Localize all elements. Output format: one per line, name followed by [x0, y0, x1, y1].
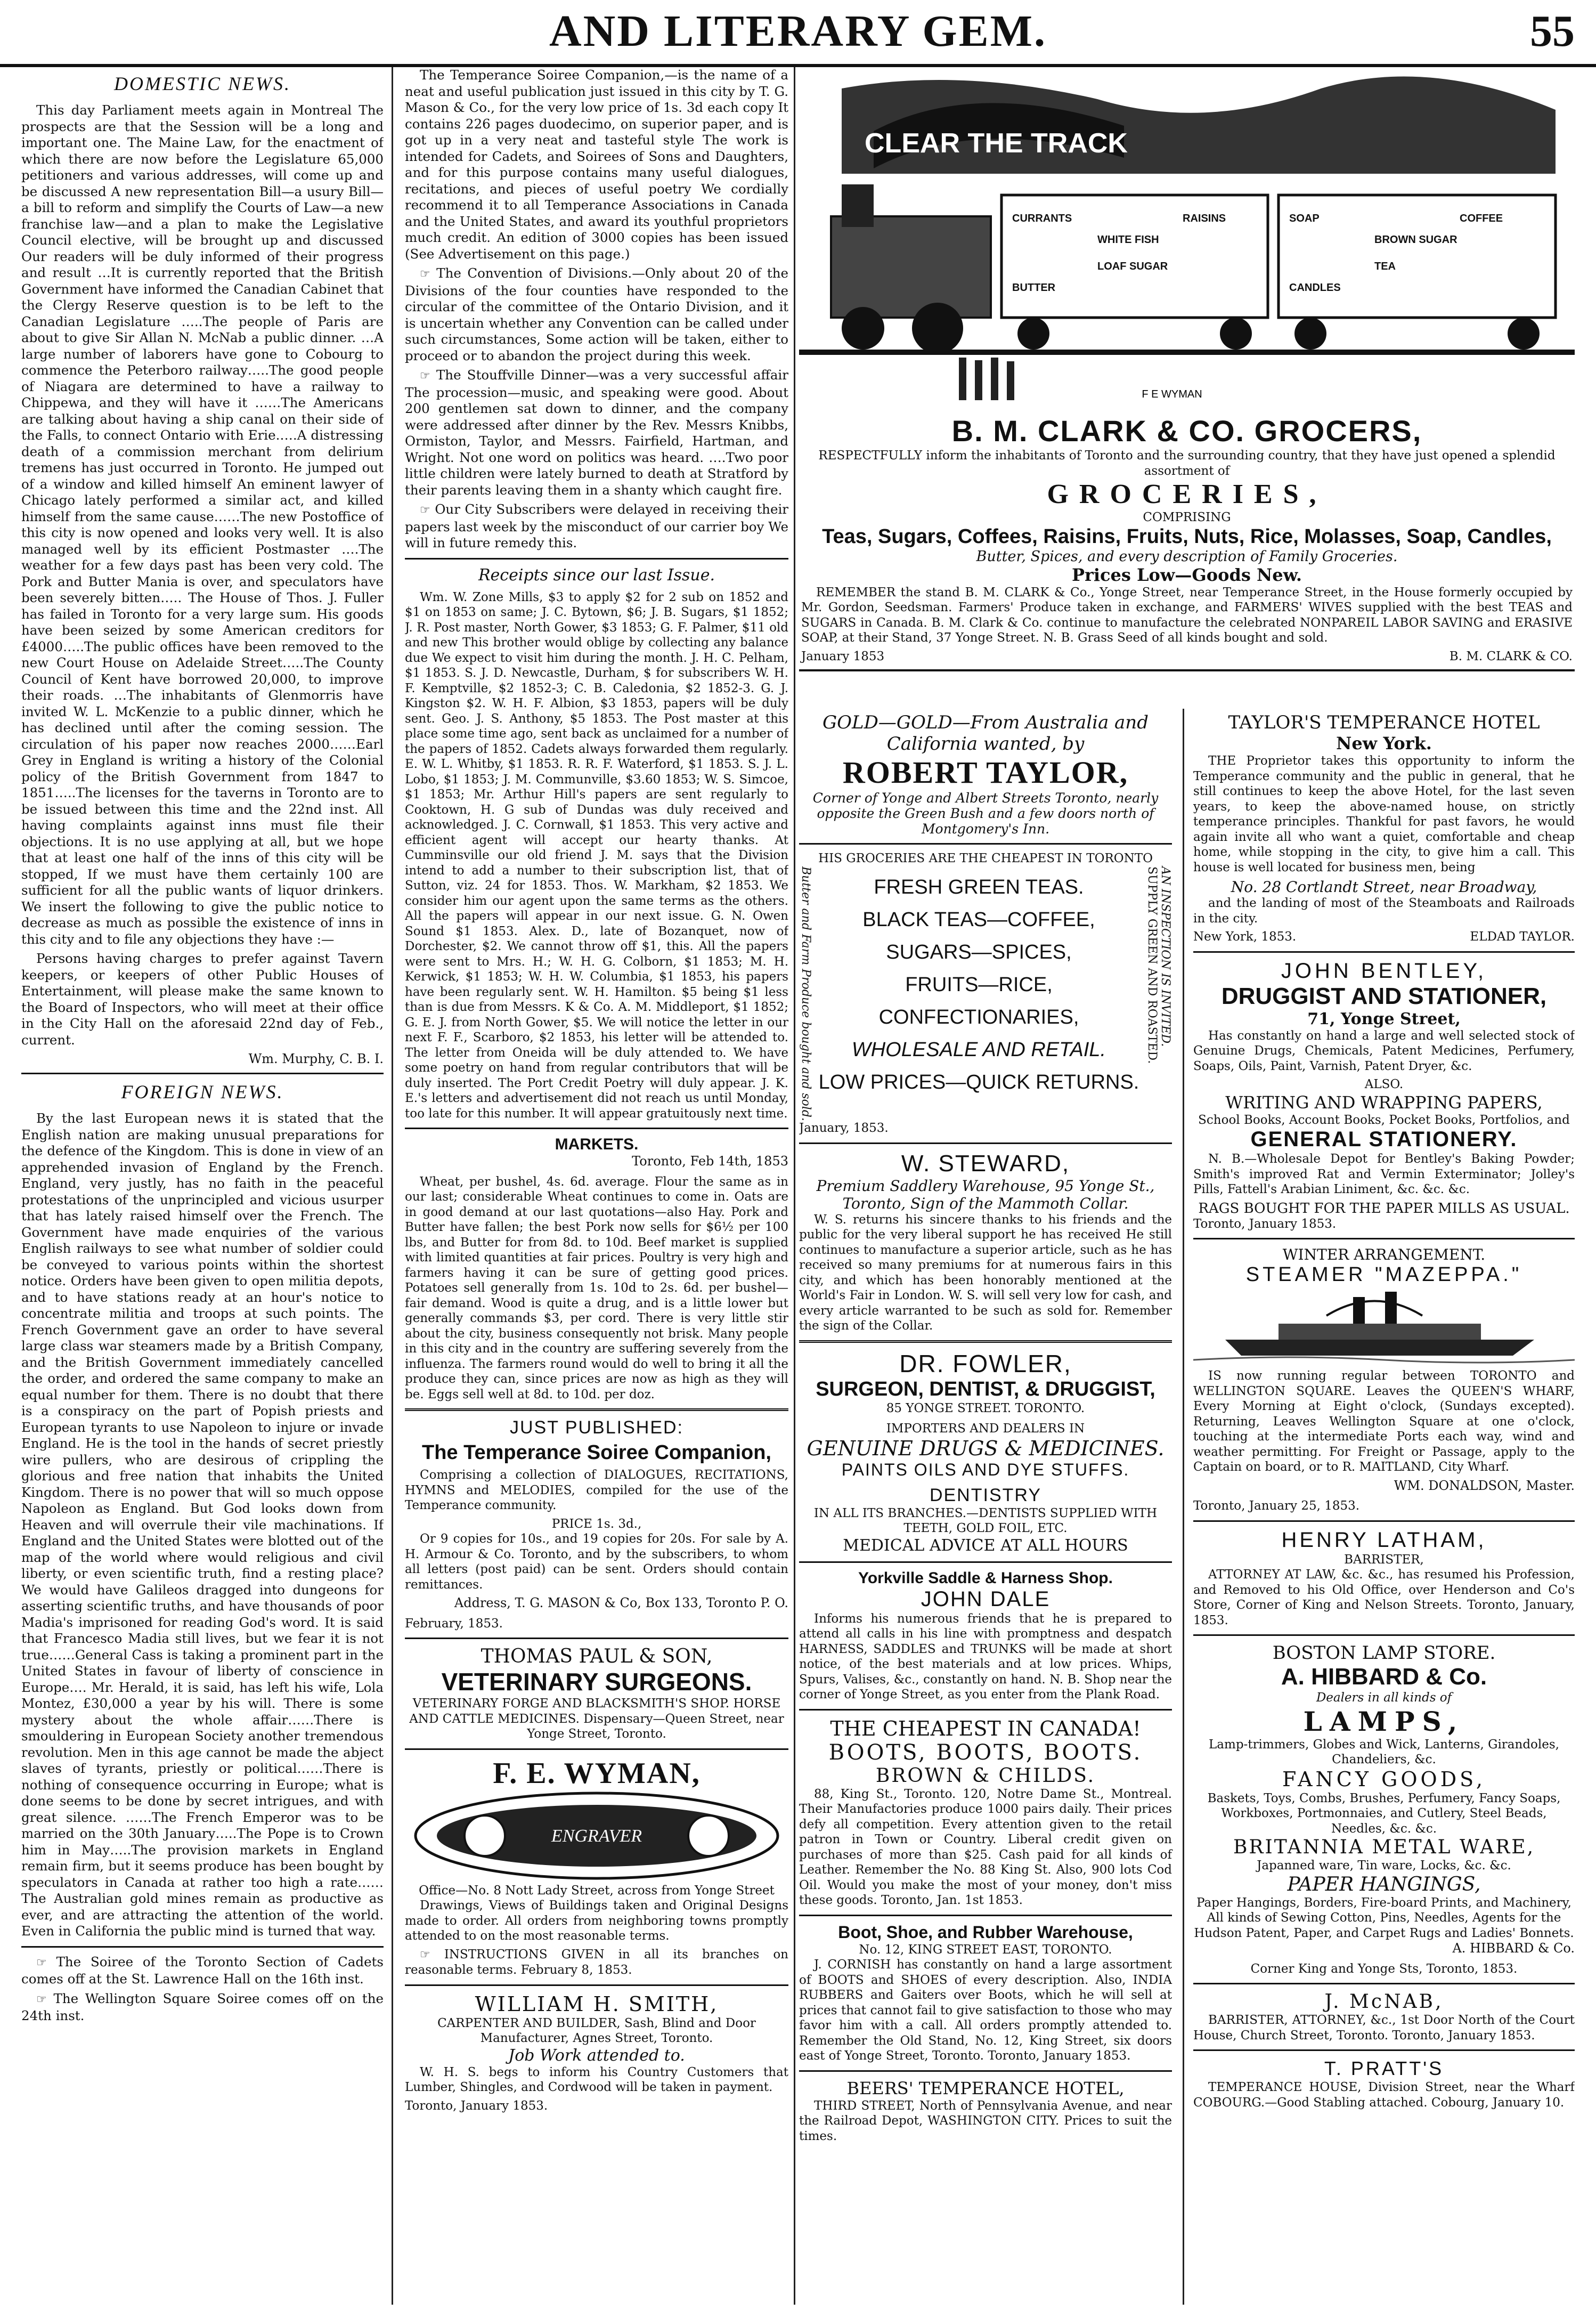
dale-head: Yorkville Saddle & Harness Shop. [858, 1569, 1113, 1587]
subscribers-notice [405, 501, 788, 552]
lamp-britannia: BRITANNIA METAL WARE, [1233, 1836, 1535, 1858]
column-divider [392, 67, 393, 2305]
steamer-title: STEAMER "MAZEPPA." [1245, 1263, 1522, 1286]
seal-badge-text: ENGRAVER [551, 1826, 642, 1846]
clark-comprising: COMPRISING [1143, 510, 1231, 524]
taylor-address: No. 28 Cortlandt Street, near Broadway, [1231, 878, 1537, 896]
steward-title: W. STEWARD, [901, 1150, 1070, 1177]
smith-job: Job Work attended to. [508, 2046, 685, 2065]
browns-boots: BOOTS, BOOTS, BOOTS. [828, 1740, 1143, 1765]
clark-prices: Prices Low—Goods New. [1071, 564, 1302, 585]
divider [799, 1561, 1172, 1563]
lamp-fancy: FANCY GOODS, [1282, 1767, 1486, 1791]
gold-address: Corner of Yonge and Albert Streets Toronto, nearly opposite the Green Bush and a few doors north of Montgomery's Inn. [812, 790, 1159, 837]
clark-groceries: GROCERIES, [1047, 479, 1327, 509]
domestic-signature: Wm. Murphy, C. B. I. [248, 1051, 384, 1066]
section-title-foreign: FOREIGN NEWS. [121, 1081, 284, 1103]
gold-body [799, 866, 1172, 1121]
subcolumn-left [799, 712, 1172, 2147]
divider [799, 1915, 1172, 1916]
steamer-text: IS now running regular between TORONTO and WELLINGTON SQUARE. Leaves the QUEEN'S WHARF, Every Morning at Eight o'clock, (Sundays excepted). Returning, Leaves Wellington Square at one o'clock, touching at the intermediate Ports each way, wind and weather permitting. For Freight or Passage, apply to the Captain on board, or to R. MAITLAND, City Wharf. [1193, 1369, 1575, 1474]
beers-title: BEERS' TEMPERANCE HOTEL, [846, 2078, 1125, 2098]
train-car-label: CURRANTS [1012, 213, 1072, 224]
masthead [0, 0, 1596, 67]
column-advertisements [799, 67, 1575, 2310]
divider [21, 1946, 384, 1948]
domestic-news-text: This day Parliament meets again in Montreal The prospects are that the Session will be a long and important one. The Maine Law, for the enactment of which there are now before the Legislature 65,000 petitioners and various addresses, will come up and be discussed A new representation Bill—a usury Bill—a bill to reform and simplify the Courts of Law—a new franchise law—and a plan to make the Legislative Council elective, will be brought up and discussed Our readers will be duly informed of their progress and result …It is currently reported that the British Government have informed the Canadian Cabinet that the Clergy Reserve question is to be left to the Canadian Legislature …..The people of Paris are about to give Sir Allan N. McNab a public dinner. …A large number of laborers have gone to Cobourg to commence the Peterboro railway…..The good people of Niagara are determined to have a railway to Chippewa, and they will have it ……The Americans are talking about having a ship canal on their side of the Falls, to connect Ontario with Erie.….A distressing death of a commission merchant from delirium tremens has just occurred in Toronto. He jumped out of a window and killed himself An eminent lawyer of Chicago lately performed a similar act, and killed himself from the same cause……The new Postoffice of this city is now opened and looks very well. It is also managed well by its efficient Postmaster ….The weather for a few days past has been very cold. The Pork and Butter Mania is over, and speculators have been severely bitten….. The House of Thos. J. Fuller has failed in Toronto for a very large sum. His goods have been seized by some American creditors for £4000…..The public offices have been removed to the new Court House on Adelaide Street…..The County Council of Kent have borrowed 20,000, to improve their roads. …The inhabitants of Glenmorris have invited W. L. McKenzie to a public dinner, which he has declined until after the coming session. The circulation of his paper now reaches 2000……Earl Grey in England is writing a history of the Colonial policy of the British Government from 1847 to 1851…..The licenses for the taverns in Toronto are to be issued between this time and the 22nd inst. All having complaints against inns must file their objections. It is no use applying at all, but we hope that at least one half of the inns of this city will be stopped, If we must have them certainly 100 are sufficient for all the public wants of liquor drinkers. We insert the following to give the public notice to decrease as much as possible the existence of inns in this city and to file any objections they have :— [21, 102, 384, 947]
publication-address: Address, T. G. MASON & Co, Box 133, Toronto P. O. [454, 1595, 788, 1610]
publication-name: The Temperance Soiree Companion, [421, 1441, 771, 1464]
bentley-title: DRUGGIST AND STATIONER, [1221, 983, 1547, 1009]
wyman-title: F. E. WYMAN, [493, 1756, 701, 1790]
bentley-nb: N. B.—Wholesale Depot for Bentley's Baking Powder; Smith's improved Rat and Vermin Exterminator; Jolley's Pills, Fattell's Arabian Liniment, &c. &c. &c. [1193, 1152, 1575, 1196]
markets-date: Toronto, Feb 14th, 1853 [632, 1154, 788, 1169]
publication-date: February, 1853. [405, 1616, 503, 1631]
engraver-seal-illustration [405, 1790, 788, 1881]
bentley-text: Has constantly on hand a large and well selected stock of Genuine Drugs, Chemicals, Patent Medicines, Perfumery, Soaps, Oils, Paint, Varnish, Patent Dryer, &c. [1193, 1028, 1575, 1073]
clark-ad [799, 408, 1575, 671]
taylor-title: TAYLOR'S TEMPERANCE HOTEL [1228, 712, 1540, 733]
just-published-title: JUST PUBLISHED: [509, 1417, 683, 1438]
fowler-title: DR. FOWLER, [899, 1349, 1072, 1377]
steamer-head: WINTER ARRANGEMENT. [1282, 1246, 1486, 1263]
markets-title: MARKETS. [555, 1136, 639, 1153]
train-car-label: LOAF SUGAR [1097, 261, 1168, 272]
notice-text: The Soiree of the Toronto Section of Cadets comes off at the St. Lawrence Hall on the 16th inst. [21, 1954, 384, 1987]
column-domestic-foreign [21, 67, 384, 2310]
train-car-label: RAISINS [1183, 213, 1226, 224]
lamp-head: BOSTON LAMP STORE. [1272, 1642, 1496, 1664]
convention-notice [405, 265, 788, 364]
gold-side-mid: SUPPLY GREEN AND ROASTED. [1145, 866, 1159, 1064]
lamp-dealers: Dealers in all kinds of [1316, 1691, 1452, 1705]
clark-footer [801, 649, 1573, 664]
pratt-name: T. PRATT'S [1324, 2057, 1444, 2079]
train-car-label: CANDLES [1289, 282, 1341, 294]
gold-list-item: FRESH GREEN TEAS. [874, 876, 1084, 898]
column-divider [794, 67, 795, 2305]
clark-items: Teas, Sugars, Coffees, Raisins, Fruits, Nuts, Rice, Molasses, Soap, Candles, [822, 525, 1552, 548]
notice-text: The Convention of Divisions.—Only about 20 of the Divisions of the four counties have responded to the circular of the committee of the Ontario Division, and it is uncertain whether any Convention can be called under such circumstances, Some action will be taken, either to proceed or to abandon the project during this week. [405, 265, 788, 363]
divider [799, 1340, 1172, 1343]
steamer-signature: WM. DONALDSON, Master. [1394, 1478, 1575, 1493]
steward-subtitle: Premium Saddlery Warehouse, 95 Yonge St., Toronto, Sign of the Mammoth Collar. [816, 1177, 1155, 1212]
divider [799, 1709, 1172, 1711]
divider [405, 558, 788, 560]
taylor-signature: ELDAD TAYLOR. [1470, 930, 1575, 944]
notice-cadets [21, 1954, 384, 1988]
pointing-hand-icon: ☞ [420, 268, 430, 281]
pratt-text: TEMPERANCE HOUSE, Division Street, near the Wharf COBOURG.—Good Stabling attached. Cobourg, January 10. [1193, 2080, 1575, 2110]
divider [405, 1638, 788, 1639]
pointing-hand-icon: ☞ [420, 369, 430, 383]
train-car-label: BROWN SUGAR [1374, 234, 1457, 246]
gold-side-left: Butter and Farm Produce bought and sold. [799, 866, 812, 1121]
soiree-companion-notice: The Temperance Soiree Companion,—is the name of a neat and useful publication just issued in this city by T. G. Mason & Co., for the very low price of 1s. 3d each copy It contains 226 pages duodecimo, on superior paper, and is got up in a very neat and tasteful style The work is intended for Cadets, and Soirees of Sons and Daughters, and for this purpose contains many useful dialogues, recitations, and pieces of useful poetry We cordially recommend it to all Temperance Associations in Canada and the United States, and award its youthful proprietors much credit. An edition of 3000 copies has been issued (See Advertisement on this page.) [405, 67, 788, 262]
gold-head: GOLD—GOLD—From Australia and California wanted, by [823, 712, 1149, 755]
train-car-label: BUTTER [1012, 282, 1056, 294]
fowler-address: 85 YONGE STREET. TORONTO. [886, 1401, 1085, 1415]
mcnab-name: J. McNAB, [1324, 1991, 1444, 2013]
gold-list-item: SUGARS—SPICES, [886, 941, 1072, 963]
foreign-news-text: By the last European news it is stated that the English nation are making unusual preparations for the defence of the Kingdom. This is done in view of an apprehended invasion of England by the French. England, very justly, has no faith in the peaceful protestations of the unprincipled and vicious usurper that has lately raised himself over the French. The Government have made enquiries of the various English railways to see what number of soldier could be conveyed to various points within the shortest notice. Orders have been given to open militia depots, and to have stations ready at an hour's notice to concentrate militia and troops at such points. The French Government gave an order to have several large class war steamers made by a British Company, and the British Government immediately cancelled the order, and ordered the same company to make an equal number for them. There is no doubt that there is a conspiracy on the part of Popish priests and European tyrants to use Napoleon to injure or invade England. He is the tool in the hands of secret priestly wire pullers, who are desirous of crippling the glorious and free nation that inhabits the United Kingdom. There is no power that will so much oppose Napoleon as England. But God looks down from Heaven and will overrule their vile machinations. If England and the United States were blotted out of the map of the world where would religious and civil liberty, or even scientific truth, find a resting place? We would have Galileos dragged into dungeons for asserting scientific truths, and have thousands of poor Madia's imprisoned for reading God's word. It is said that Francesco Madia still lives, but we fear it is not true……General Cass is taking a prominent part in the United States in favour of liberty of conscience in Europe…. Mr. Herald, it is said, has left his wife, Lola Montez, £30,000 a year by his will. There is some mystery about the whole affair……There is smouldering in European Society another tremendous revolution. Men in this age cannot be made the abject slaves of tyrants, priestly or political……There is nothing of consequence occurring in Europe; what is done seems to be done by secret intrigues, and with great silence. ……The French Emperor was to be married on the 30th January…..The Pope is to Crown him in May…..The provision markets in England remain firm, but it seems produce has been bought by speculators in Canada at rather too high a rate……The Australian gold mines remain as productive as ever, and are attracting the attention of the world. Even in California the public mind is turned that way. [21, 1111, 384, 1939]
fowler-paints: PAINTS OILS AND DYE STUFFS. [841, 1460, 1130, 1479]
divider [1193, 1238, 1575, 1239]
bentley-rags: RAGS BOUGHT FOR THE PAPER MILLS AS USUAL. [1198, 1200, 1570, 1217]
lamp-paper: PAPER HANGINGS, [1287, 1873, 1481, 1895]
lamp-items: Lamp-trimmers, Globes and Wick, Lanterns, Girandoles, Chandeliers, &c. [1209, 1737, 1559, 1766]
gold-list-item: FRUITS—RICE, [905, 973, 1053, 996]
subcolumn-right [1193, 712, 1575, 2113]
lamp-britannia-text: Japanned ware, Tin ware, Locks, &c. &c. [1257, 1859, 1511, 1873]
receipts-title: Receipts since our last Issue. [478, 565, 715, 585]
divider [799, 843, 1172, 845]
taylor-footer [1193, 929, 1575, 945]
divider [1193, 1634, 1575, 1636]
lamp-paper-text: Paper Hangings, Borders, Fire-board Prints, and Machinery, All kinds of Sewing Cotton, Pins, Needles, Agents for the Hudson Patent, Paper, and Carpet Rugs and Ladies' Bonnets. [1194, 1895, 1574, 1940]
train-credit: F E WYMAN [1142, 388, 1202, 400]
bentley-writing: WRITING AND WRAPPING PAPERS, [1225, 1092, 1543, 1113]
latham-name: HENRY LATHAM, [1281, 1528, 1487, 1552]
divider [1193, 2049, 1575, 2051]
pointing-hand-icon: ☞ [36, 1992, 47, 2006]
clark-date: January 1853 [801, 649, 885, 663]
publication-price: PRICE 1s. 3d., [551, 1517, 642, 1531]
latham-title: BARRISTER, [1344, 1552, 1424, 1567]
smith-subtitle: CARPENTER AND BUILDER, Sash, Blind and Door Manufacturer, Agnes Street, Toronto. [437, 2016, 756, 2045]
boot-text: J. CORNISH has constantly on hand a large assortment of BOOTS and SHOES of every description. Also, INDIA RUBBERS and Gaiters over Boots, which he will sell at prices that cannot fail to give satisfaction to those who may favor him with a call. All orders promptly attended to. Remember the Old Stand, No. 12, King Street, six doors east of Yonge Street, Toronto. Toronto, January 1853. [799, 1958, 1172, 2063]
gold-list-item: LOW PRICES—QUICK RETURNS. [818, 1071, 1139, 1093]
gold-side-right: AN INSPECTION IS INVITED. [1159, 866, 1172, 1047]
bentley-address: 71, Yonge Street, [1307, 1009, 1461, 1028]
vet-names: THOMAS PAUL & SON, [481, 1646, 713, 1667]
notice-text: Our City Subscribers were delayed in receiving their papers last week by the misconduct of our carrier boy We will in future remedy this. [405, 501, 788, 550]
divider [1193, 1983, 1575, 1984]
clark-spices: Butter, Spices, and every description of Family Groceries. [976, 548, 1398, 565]
lamp-signature: A. HIBBARD & Co. [1452, 1941, 1575, 1956]
dale-name: JOHN DALE [921, 1587, 1051, 1611]
clark-text: REMEMBER the stand B. M. CLARK & Co., Yonge Street, near Temperance Street, in the House formerly occupied by Mr. Gordon, Seedsman. Farmers' Produce taken in exchange, and FARMERS' WIVES supplied with the best TEAS and SUGARS in Canada. B. M. Clark & Co. continue to manufacture the celebrated NONPAREIL LABOR SAVING and ERASIVE SOAP, at their Stand, 37 Yonge Street. N. B. Grass Seed of all kinds bought and sold. [801, 585, 1573, 645]
dale-text: Informs his numerous friends that he is prepared to attend all calls in his line with promptness and despatch HARNESS, SADDLES and TRUNKS will be made at short notice, of the best materials and at low prices. Whips, Spurs, Valises, &c., constantly on hand. N. B. Shop near the corner of Yonge Street, as you enter from the Plank Road. [799, 1611, 1172, 1702]
pointing-hand-icon: ☞ [420, 504, 430, 517]
divider [405, 1128, 788, 1129]
vet-title: VETERINARY SURGEONS. [441, 1668, 752, 1696]
publication-text: Comprising a collection of DIALOGUES, RECITATIONS, HYMNS and MELODIES, compiled for the use of the Temperance community. [405, 1468, 788, 1512]
domestic-notice: Persons having charges to prefer against Tavern keepers, or keepers of other Public Houses of Entertainment, will please make the same known to the Board of Inspectors, who will meet at their office in the City Hall on the aforesaid 22nd day of Feb., current. [21, 951, 384, 1048]
clark-intro: RESPECTFULLY inform the inhabitants of Toronto and the surrounding country, that they have just opened a splendid assortment of [818, 449, 1556, 478]
train-car-label: SOAP [1289, 213, 1320, 224]
page-number: 55 [1530, 6, 1575, 56]
gold-list-item: BLACK TEAS—COFFEE, [862, 908, 1095, 931]
lamp-address: Corner King and Yonge Sts, Toronto, 1853. [1250, 1962, 1518, 1976]
pointing-hand-icon: ☞ [36, 1956, 47, 1969]
notice-wellington [21, 1991, 384, 2024]
notice-text: The Wellington Square Soiree comes off on the 24th inst. [21, 1990, 384, 2023]
taylor-city: New York. [1336, 733, 1432, 753]
divider [405, 1408, 788, 1411]
notice-text: The Stouffville Dinner—was a very successful affair The procession—music, and speaking were good. About 200 gentlemen sat down to dinner, and the company were addressed after dinner by the Rev. Messrs Knibbs, Ormiston, Taylor, and Messrs. Fairfield, Hartman, and Wright. Not one word on politics was heard. ….Two poor little children were lately burned to death at Stratford by their parents leaving them in a shanty which caught fire. [405, 367, 788, 498]
divider [799, 2070, 1172, 2072]
steamer-illustration [1193, 1286, 1575, 1366]
clark-train-illustration [799, 67, 1575, 408]
smith-date: Toronto, January 1853. [405, 2098, 548, 2113]
wyman-text: Drawings, Views of Buildings taken and Original Designs made to order. All orders from neighboring towns promptly attended to on the most reasonable terms. [405, 1899, 788, 1943]
train-engraving [799, 67, 1575, 408]
wyman-caption: Office—No. 8 Nott Lady Street, across from Yonge Street [419, 1883, 775, 1898]
taylor-text: THE Proprietor takes this opportunity to inform the Temperance community and the public in general, that he still continues to keep the above Hotel, for the last seven years, to keep the above-named house, on strictly temperance principles. Thankful for past favors, he would again invite all who want a quiet, comfortable and cheap home, while stopping in the city, to give him a call. This house is well located for business men, being [1193, 754, 1575, 874]
fowler-dentistry: DENTISTRY [929, 1485, 1042, 1505]
gold-name: ROBERT TAYLOR, [842, 755, 1129, 790]
train-car-label: TEA [1374, 261, 1396, 272]
clark-signature: B. M. CLARK & CO. [1449, 649, 1573, 663]
fowler-importers: IMPORTERS AND DEALERS IN [886, 1422, 1085, 1436]
wyman-note [405, 1947, 788, 1978]
gold-list [812, 866, 1145, 1121]
bentley-also: ALSO. [1364, 1077, 1404, 1091]
browns-name: BROWN & CHILDS. [875, 1764, 1096, 1787]
train-banner-text: CLEAR THE TRACK [865, 128, 1128, 159]
lamp-lamps: LAMPS, [1303, 1705, 1465, 1737]
gold-list-item: WHOLESALE AND RETAIL. [851, 1038, 1106, 1061]
bentley-date: Toronto, January 1853. [1193, 1217, 1337, 1231]
gold-note: HIS GROCERIES ARE THE CHEAPEST IN TORONTO [818, 852, 1153, 865]
stouffville-notice [405, 367, 788, 498]
divider [799, 1142, 1172, 1144]
fowler-subtitle: SURGEON, DENTIST, & DRUGGIST, [816, 1377, 1155, 1400]
section-title-domestic: DOMESTIC NEWS. [114, 73, 291, 94]
fowler-dentistry-text: IN ALL ITS BRANCHES.—DENTISTS SUPPLIED WITH TEETH, GOLD FOIL, ETC. [813, 1506, 1158, 1536]
bentley-general: GENERAL STATIONERY. [1250, 1128, 1518, 1151]
lamp-name: A. HIBBARD & Co. [1281, 1664, 1487, 1690]
taylor-date: New York, 1853. [1193, 930, 1297, 944]
gold-list-item: CONFECTIONARIES, [878, 1006, 1079, 1028]
divider [405, 1984, 788, 1986]
clark-title: B. M. CLARK & CO. GROCERS, [951, 414, 1422, 448]
divider [1193, 951, 1575, 953]
mcnab-text: BARRISTER, ATTORNEY, &c., 1st Door North of the Court House, Church Street, Toronto. Toronto, January 1853. [1193, 2013, 1575, 2042]
column-editorial [405, 67, 788, 2310]
receipts-text: Wm. W. Zone Mills, $3 to apply $2 for 2 sub on 1852 and $1 on 1853 on same; J. C. Bytown, $6; J. B. Sugars, $1 1852; J. R. Post master, North Gower, $3 1853; G. F. Palmer, $11 old and new This brother would oblige by collecting any balance due We expect to visit him during the month. J. H. C. Pelham, $1 1853. S. J. D. Newcastle, Durham, $ for subscribers W. H. F. Kemptville, $2 1852-3; C. B. Caledonia, $2 1852-3. G. J. Kingston $2. W. H. F. Albion, $3 1853, papers will be duly sent. Geo. J. S. Anthony, $5 1853. The Post master at this place some time ago, sent back as unclaimed for a number of the papers of 1852. Cadets always forwarded them regularly. E. W. L. Whitby, $1 1853. R. R. F. Waterford, $1 1853. S. J. L. Lobo, $1 1853; J. M. Communville, $3.60 1853; W. S. Simcoe, $1 1853; Mr. Arthur Hill's papers are sent regularly to Cooktown, H. G sub of Dundas was duly received and acknowledged. J. C. Cornwall, $1 1853. This very active and efficient agent will accept our hearty thanks. At Cumminsville our old friend J. M. says that the Division intend to add a number to their subscription list, that of Sutton, viz. 24 for 1853. Thos. W. Markham, $2 1853. We consider him our agent upon the same terms as the others. All the papers will appear in our next issue. G. N. Owen Sound $1 1853. Alex. D., late of Bozanquet, now of Dorchester, $2. We cannot throw off $1, this. All the papers were sent to Mrs. H.; W. H. G. Colborn, $1 1853; M. H. Kerwick, $1 1853; W. H. W. Columbia, $1 1853, his papers have been regularly sent. W. H. Hamilton. $5 being $1 less than is due from Messrs. K & Co. A. M. Middleport, $1 1852; G. E. J. from North Gower, $5. We will notice the letter in our next F. F., Scarboro, $2 1853, his letter will be attended to. The letter from Oneida will be duly attended to. We have some poetry on hand from regular contributors that will be duly inserted. The Port Credit Poetry will duly appear. J. K. E.'s letters and advertisement did not reach us until Monday, too late for this number. It will appear gratuitously next time. [405, 590, 788, 1121]
page-title: AND LITERARY GEM. [549, 6, 1047, 56]
steward-text: W. S. returns his sincere thanks to his friends and the public for the very liberal support he has received He still continues to manufacture a superior article, such as he has received so many premiums for at numerous fairs in this city, and which has been honorably mentioned at the World's Fair in London. W. S. will sell very low for cash, and every article warranted to be such as sold for. Remember the sign of the Collar. [799, 1212, 1172, 1333]
bentley-name: JOHN BENTLEY, [1281, 959, 1487, 983]
divider [405, 1748, 788, 1750]
markets-text: Wheat, per bushel, 4s. 6d. average. Flour the same as in our last; considerable Wheat continues to come in. Oats are in good demand at our last quotations—also Hay. Pork and Butter have fallen; the best Pork now sells for $6½ per 100 lbs, and Butter for from 8d. to 10d. Beef market is supplied with limited quantities at fair prices. Poultry is very high and farmers having it can be sure of getting good prices. Potatoes sell generally from 1s. 10d to 2s. 6d. per bushel—fair demand. Wood is quite a drug, and is a little lower but generally commands $3, per cord. There is very little stir about the city, business consequently not brisk. Many people in this city and in the country are suffering severely from the influenza. The farmers round would do well to bring it all the produce they can, since prices are now as high as they will be. Eggs sell well at 8d. to 10d. per doz. [405, 1174, 788, 1401]
lamp-fancy-text: Baskets, Toys, Combs, Brushes, Perfumery, Fancy Soaps, Workboxes, Portmonnaies, and Cutlery, Steel Beads, Needles, &c. &c. [1207, 1791, 1561, 1836]
fowler-goods: GENUINE DRUGS & MEDICINES. [807, 1436, 1165, 1460]
gold-date: January, 1853. [799, 1121, 889, 1136]
taylor-text-2: and the landing of most of the Steamboats and Railroads in the city. [1193, 896, 1575, 926]
smith-text: W. H. S. begs to inform his Country Customers that Lumber, Shingles, and Cordwood will be taken in payment. [405, 2065, 788, 2094]
bentley-books: School Books, Account Books, Pocket Books, Portfolios, and [1198, 1113, 1570, 1127]
latham-text: ATTORNEY AT LAW, &c. &c., has resumed his Profession, and Removed to his Old Office, over Henderson and Co's Store, Corner of King and Nelson Streets. Toronto, January, 1853. [1193, 1568, 1575, 1627]
publication-order-text: Or 9 copies for 10s., and 19 copies for 20s. For sale by A. H. Armour & Co. Toronto, and by the subscribers, to whom all letters (post paid) can be sent. Orders should contain remittances. [405, 1532, 788, 1592]
smith-title: WILLIAM H. SMITH, [475, 1992, 719, 2016]
browns-head: THE CHEAPEST IN CANADA! [830, 1716, 1141, 1740]
notice-text: INSTRUCTIONS GIVEN in all its branches on reasonable terms. February 8, 1853. [405, 1947, 788, 1977]
boot-address: No. 12, KING STREET EAST, TORONTO. [859, 1942, 1112, 1957]
divider [1193, 1520, 1575, 1522]
divider [21, 1073, 384, 1074]
browns-text: 88, King St., Toronto. 120, Notre Dame St., Montreal. Their Manufactories produce 1000 pairs daily. Their prices defy all competition. Every attention given to the retail patron in Town or Country. Liberal credit given on purchases of more than $25. Cash paid for all kinds of Leather. Remember the No. 88 King St. Also, 900 lots Cod Oil. Would you make the most of your money, don't miss these goods. Toronto, Jan. 1st 1853. [799, 1787, 1172, 1908]
steamer-date: Toronto, January 25, 1853. [1193, 1499, 1360, 1513]
train-car-label: COFFEE [1460, 213, 1503, 224]
train-car-label: WHITE FISH [1097, 234, 1159, 246]
pointing-hand-icon: ☞ [420, 1948, 430, 1962]
fowler-advice: MEDICAL ADVICE AT ALL HOURS [843, 1536, 1128, 1555]
beers-text: THIRD STREET, North of Pennsylvania Avenue, and near the Railroad Depot, WASHINGTON CITY. Prices to suit the times. [799, 2098, 1172, 2143]
vet-text: VETERINARY FORGE AND BLACKSMITH'S SHOP. HORSE AND CATTLE MEDICINES. Dispensary—Queen Street, near Yonge Street, Toronto. [409, 1697, 784, 1741]
boot-title: Boot, Shoe, and Rubber Warehouse, [838, 1922, 1133, 1942]
